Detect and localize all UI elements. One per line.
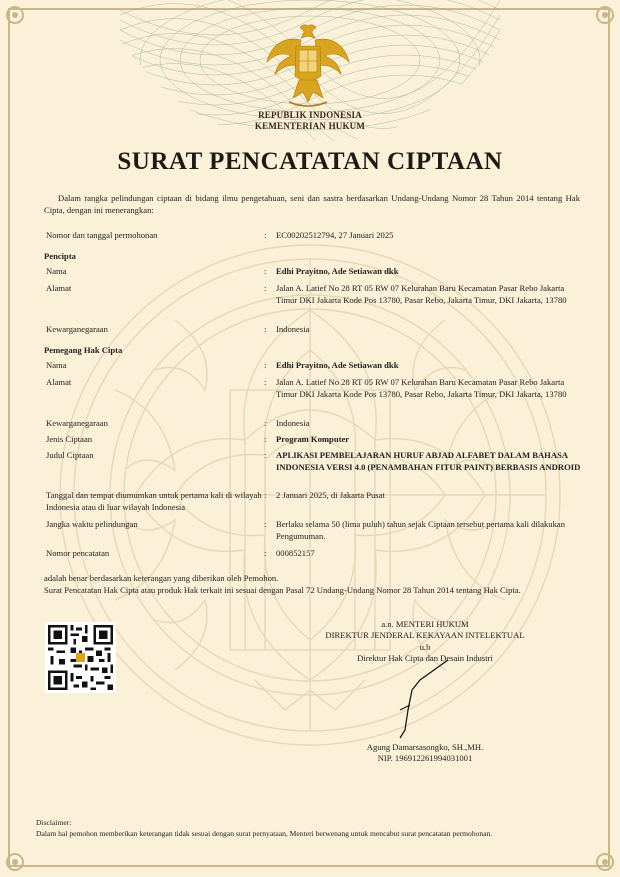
colon: : (264, 548, 267, 558)
signatory-line-1: a.n. MENTERI HUKUM (381, 619, 469, 629)
garuda-emblem-icon (263, 18, 353, 112)
field-label: Jenis Ciptaan (46, 434, 93, 444)
colon: : (264, 377, 267, 387)
field-label: Alamat (46, 283, 72, 293)
republic-heading: REPUBLIK INDONESIA (258, 110, 362, 120)
field-label: Jangka waktu pelindungan (46, 519, 138, 529)
field-value: APLIKASI PEMBELAJARAN HURUF ABJAD ALFABET DALAM BAHASA INDONESIA VERSI 4.0 (PENAMBAHAN FITUR PAINT) BERBASIS ANDROID (276, 450, 581, 472)
colon: : (264, 490, 267, 500)
closing-statement (44, 573, 584, 596)
signatory-line-4: Direktur Hak Cipta dan Desain Industri (357, 652, 493, 663)
field-value: Jalan A. Latief No 28 RT 05 RW 07 Kelurahan Baru Kecamatan Pasar Rebo Jakarta Timur DKI Jakarta Kode Pos 13780, Pasar Rebo, Jakarta Timur, DKI Jakarta, 13780 (276, 377, 567, 399)
field-value: Edhi Prayitno, Ade Setiawan dkk (276, 360, 399, 370)
field-label: Kewarganegaraan (46, 324, 108, 334)
disclaimer-text: Dalam hal pemohon memberikan keterangan tidak sesuai dengan surat pernyataan, Menteri berwenang untuk mencabut surat pencatatan permohonan. (36, 829, 493, 838)
corner-ornament-icon (594, 4, 616, 26)
corner-ornament-icon (4, 851, 26, 873)
section-heading-pencipta: Pencipta (44, 251, 76, 261)
field-value: Indonesia (276, 418, 310, 428)
colon: : (264, 266, 267, 276)
field-value: Berlaku selama 50 (lima puluh) tahun sejak Ciptaan tersebut pertama kali dilakukan Pengumuman. (276, 519, 565, 541)
field-value: Edhi Prayitno, Ade Setiawan dkk (276, 266, 399, 276)
signatory-line-3: u.b (419, 641, 431, 652)
field-label: Nama (46, 266, 67, 276)
closing-line-2: Surat Pencatatan Hak Cipta atau produk Hak terkait ini sesuai dengan Pasal 72 Undang-Undang Nomor 28 Tahun 2014 tentang Hak Cipta. (44, 584, 521, 595)
colon: : (264, 450, 267, 460)
colon: : (264, 324, 267, 334)
intro-paragraph: Dalam rangka pelindungan ciptaan di bidang ilmu pengetahuan, seni dan sastra berdasarkan Undang-Undang Nomor 28 Tahun 2014 tentang Hak Cipta, dengan ini menerangkan: (44, 193, 580, 215)
colon: : (264, 360, 267, 370)
field-value: Indonesia (276, 324, 310, 334)
signatory-name: Agung Damarsasongko, SH.,MH. (366, 742, 484, 752)
signatory-nip: NIP. 196912261994031001 (377, 753, 473, 764)
corner-ornament-icon (594, 851, 616, 873)
field-label: Nomor dan tanggal permohonan (46, 230, 158, 240)
disclaimer-heading: Disclaimer: (36, 818, 72, 827)
colon: : (264, 519, 267, 529)
field-value: Program Komputer (276, 434, 350, 444)
signatory-line-2: DIREKTUR JENDERAL KEKAYAAN INTELEKTUAL (325, 630, 525, 641)
colon: : (264, 434, 267, 444)
document-title: SURAT PENCATATAN CIPTAAN (117, 148, 503, 175)
corner-ornament-icon (4, 4, 26, 26)
section-heading-pemegang: Pemegang Hak Cipta (44, 345, 123, 355)
ministry-heading: KEMENTERIAN HUKUM (254, 121, 366, 131)
disclaimer (36, 817, 596, 839)
colon: : (264, 283, 267, 293)
qr-code[interactable] (45, 622, 116, 693)
field-label: Judul Ciptaan (46, 450, 94, 460)
field-label: Nomor pencatatan (46, 548, 110, 558)
field-value: EC00202512794, 27 Januari 2025 (276, 230, 394, 240)
field-value: Jalan A. Latief No 28 RT 05 RW 07 Kelurahan Baru Kecamatan Pasar Rebo Jakarta Timur DKI Jakarta Kode Pos 13780, Pasar Rebo, Jakarta Timur, DKI Jakarta, 13780 (276, 283, 567, 305)
colon: : (264, 418, 267, 428)
handwritten-signature (360, 650, 470, 750)
field-label: Alamat (46, 377, 72, 387)
field-value: 2 Januari 2025, di Jakarta Pusat (276, 490, 385, 500)
field-label: Nama (46, 360, 67, 370)
field-label: Tanggal dan tempat diumumkan untuk pertama kali di wilayah Indonesia atau di luar wilayah Indonesia (46, 490, 262, 512)
field-value: 000852157 (276, 548, 315, 558)
colon: : (264, 230, 267, 240)
closing-line-1: adalah benar berdasarkan keterangan yang diberikan oleh Pemohon. (44, 573, 279, 583)
field-label: Kewarganegaraan (46, 418, 108, 428)
signatory-name-block (250, 742, 600, 765)
